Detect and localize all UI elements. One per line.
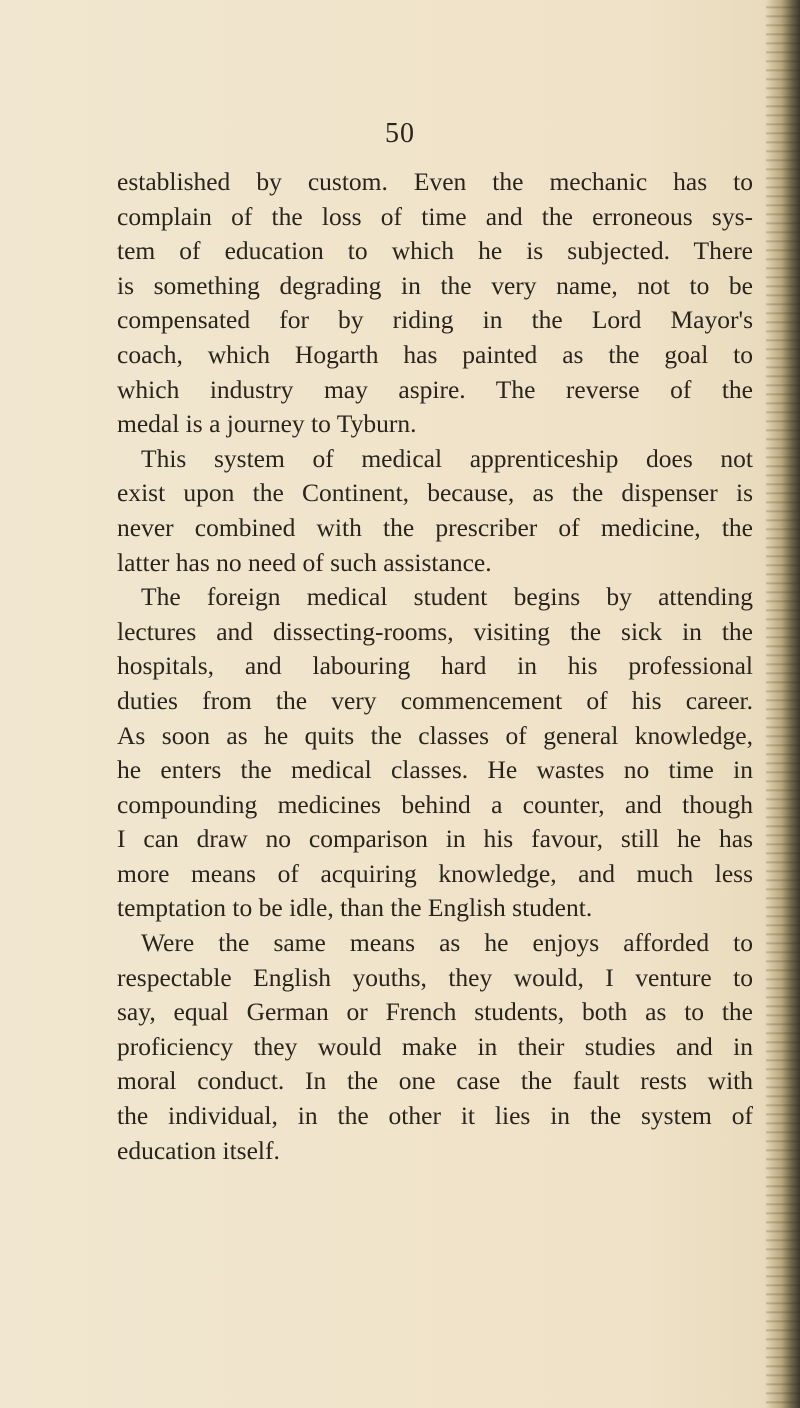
text-line: proficiency they would make in their studies and in xyxy=(117,1031,753,1061)
text-line: lectures and dissecting-rooms, visiting the sick in the xyxy=(117,616,753,646)
text-line: education itself. xyxy=(117,1135,280,1165)
text-line: medal is a journey to Tyburn. xyxy=(117,409,417,439)
text-line: coach, which Hogarth has painted as the goal to xyxy=(117,339,753,369)
text-line: As soon as he quits the classes of general knowledge, xyxy=(117,720,753,750)
text-line: never combined with the prescriber of medicine, the xyxy=(117,512,753,542)
text-line: This system of medical apprenticeship does not xyxy=(141,443,753,473)
text-line: compounding medicines behind a counter, and though xyxy=(117,789,753,819)
text-line: compensated for by riding in the Lord Mayor's xyxy=(117,305,753,335)
page-number: 50 xyxy=(385,118,415,149)
text-line: tem of education to which he is subjected. There xyxy=(117,236,753,266)
text-line: I can draw no comparison in his favour, still he has xyxy=(117,824,753,854)
text-line: established by custom. Even the mechanic has to xyxy=(117,167,753,196)
text-line: The foreign medical student begins by attending xyxy=(141,582,753,612)
text-line: Were the same means as he enjoys afforded to xyxy=(141,928,753,958)
text-line: exist upon the Continent, because, as the dispenser is xyxy=(117,478,753,508)
text-line: which industry may aspire. The reverse of the xyxy=(117,374,753,404)
text-line: respectable English youths, they would, I venture to xyxy=(117,962,753,992)
text-line: latter has no need of such assistance. xyxy=(117,547,492,577)
page-edge-shadow xyxy=(766,0,800,1408)
text-line: hospitals, and labouring hard in his professional xyxy=(117,651,753,681)
text-line: temptation to be idle, than the English student. xyxy=(117,893,593,923)
text-line: say, equal German or French students, both as to the xyxy=(117,997,753,1027)
text-line: he enters the medical classes. He wastes no time in xyxy=(117,755,753,785)
text-line: is something degrading in the very name, not to be xyxy=(117,270,753,300)
body-text xyxy=(117,165,753,1168)
text-line: more means of acquiring knowledge, and much less xyxy=(117,858,753,888)
text-line: the individual, in the other it lies in the system of xyxy=(117,1101,753,1131)
text-line: duties from the very commencement of his career. xyxy=(117,685,753,715)
text-line: complain of the loss of time and the erroneous sys- xyxy=(117,201,753,231)
text-line: moral conduct. In the one case the fault rests with xyxy=(117,1066,753,1096)
